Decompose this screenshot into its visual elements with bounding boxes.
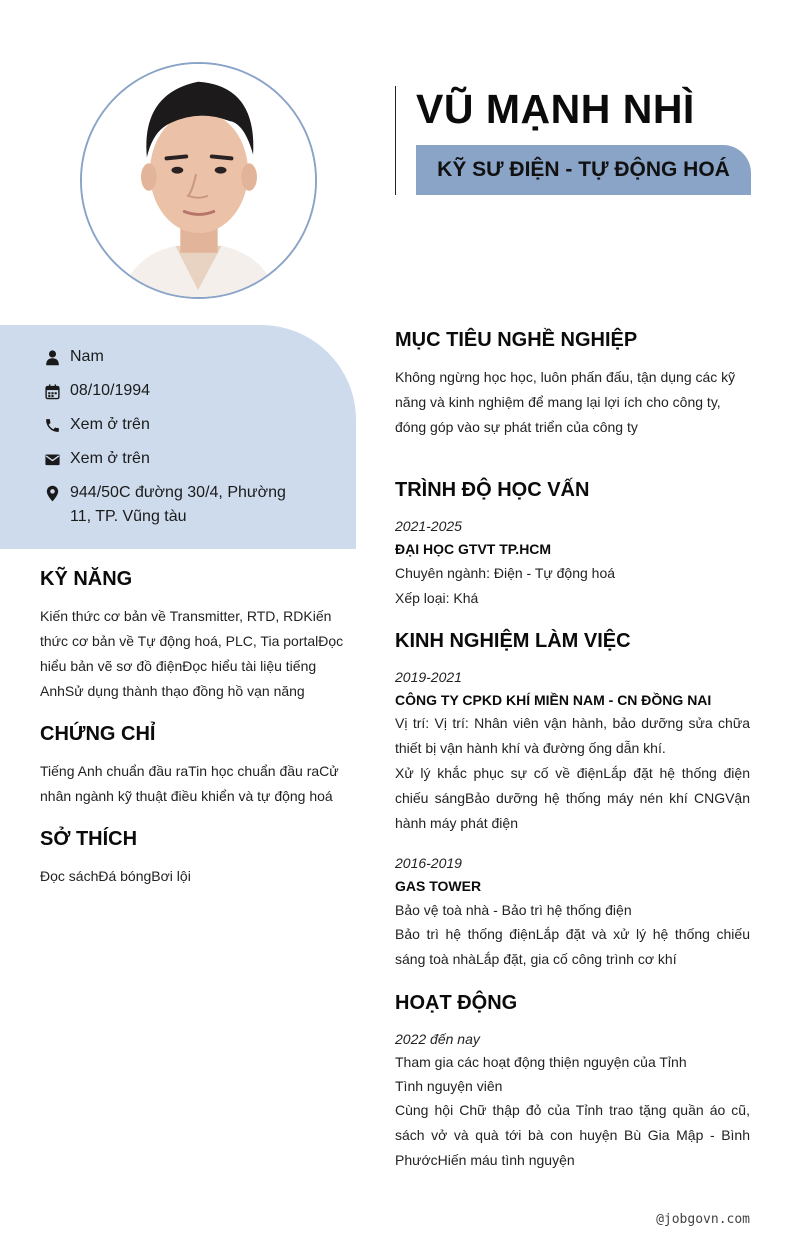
contact-email: [44, 450, 310, 471]
experience-heading: KINH NGHIỆM LÀM VIỆC: [395, 630, 631, 652]
job-period: 2019-2021: [395, 669, 462, 685]
hobbies-text: Đọc sáchĐá bóngBơi lội: [40, 868, 191, 884]
objective-text: Không ngừng học học, luôn phấn đấu, tận dụng các kỹ năng và kinh nghiệm để mang lại lợi ích cho công ty, đóng góp vào sự phát triển của công ty: [395, 369, 736, 435]
contact-address: [44, 484, 310, 529]
calendar-icon: [44, 383, 61, 400]
education-grade: Xếp loại: Khá: [395, 590, 479, 606]
portrait-illustration: [82, 64, 315, 297]
certificates-heading: CHỨNG CHỈ: [40, 723, 156, 745]
candidate-name: VŨ MẠNH NHÌ: [416, 86, 695, 132]
watermark: @jobgovn.com: [656, 1212, 750, 1227]
job-title: KỸ SƯ ĐIỆN - TỰ ĐỘNG HOÁ: [437, 158, 730, 181]
skills-text: Kiến thức cơ bản về Transmitter, RTD, RDKiến thức cơ bản về Tự động hoá, PLC, Tia portalĐọc hiểu bản vẽ sơ đồ điệnĐọc hiểu tài liệu tiếng AnhSử dụng thành thạo đồng hồ vạn năng: [40, 608, 344, 699]
phone-icon: [44, 417, 61, 434]
activity-role: Tình nguyện viên: [395, 1078, 503, 1094]
profile-photo: [80, 62, 317, 299]
activity-details: Cùng hội Chữ thập đỏ của Tỉnh trao tặng quần áo cũ, sách vở và quà tới bà con huyện Bù Gia Mập - Bình PhướcHiến máu tình nguyện: [395, 1102, 750, 1168]
name-block: [395, 86, 750, 195]
gender-value: Nam: [70, 348, 104, 365]
contact-gender: [44, 348, 310, 369]
location-icon: [44, 485, 61, 502]
job-company: GAS TOWER: [395, 878, 482, 894]
activity-period: 2022 đến nay: [395, 1031, 480, 1047]
job-company: CÔNG TY CPKD KHÍ MIỀN NAM - CN ĐỒNG NAI: [395, 692, 712, 708]
phone-value: Xem ở trên: [70, 416, 150, 433]
job-role: Bảo vệ toà nhà - Bảo trì hệ thống điện: [395, 902, 632, 918]
email-icon: [44, 451, 61, 468]
email-value: Xem ở trên: [70, 450, 150, 467]
activity-org: Tham gia các hoạt động thiện nguyện của Tỉnh: [395, 1054, 687, 1070]
education-period: 2021-2025: [395, 518, 462, 534]
skills-heading: KỸ NĂNG: [40, 568, 133, 590]
contact-birthday: [44, 382, 310, 403]
job-role: Vị trí: Vị trí: Nhân viên vận hành, bảo dưỡng sửa chữa thiết bị vận hành khí và đường ống dẫn khí.: [395, 715, 750, 756]
address-value: 944/50C đường 30/4, Phường 11, TP. Vũng tàu: [70, 484, 286, 525]
objective-heading: MỤC TIÊU NGHỀ NGHIỆP: [395, 329, 638, 351]
user-icon: [44, 349, 61, 366]
activities-heading: HOẠT ĐỘNG: [395, 992, 518, 1014]
job-details: Xử lý khắc phục sự cố về điệnLắp đặt hệ thống điện chiếu sángBảo dưỡng hệ thống máy nén khí CNGVận hành máy phát điện: [395, 765, 750, 831]
contact-phone: [44, 416, 310, 437]
education-school: ĐẠI HỌC GTVT TP.HCM: [395, 541, 552, 557]
hobbies-heading: SỞ THÍCH: [40, 828, 138, 850]
birthday-value: 08/10/1994: [70, 382, 151, 399]
education-heading: TRÌNH ĐỘ HỌC VẤN: [395, 479, 590, 501]
job-period: 2016-2019: [395, 855, 462, 871]
job-title-badge: [416, 145, 751, 195]
education-major: Chuyên ngành: Điện - Tự động hoá: [395, 565, 616, 581]
certificates-text: Tiếng Anh chuẩn đầu raTin học chuẩn đầu raCử nhân ngành kỹ thuật điều khiển và tự động hoá: [40, 763, 339, 804]
job-details: Bảo trì hệ thống điệnLắp đặt và xử lý hệ thống chiếu sáng toà nhàLắp đặt, gia cố công trình cơ khí: [395, 926, 750, 967]
